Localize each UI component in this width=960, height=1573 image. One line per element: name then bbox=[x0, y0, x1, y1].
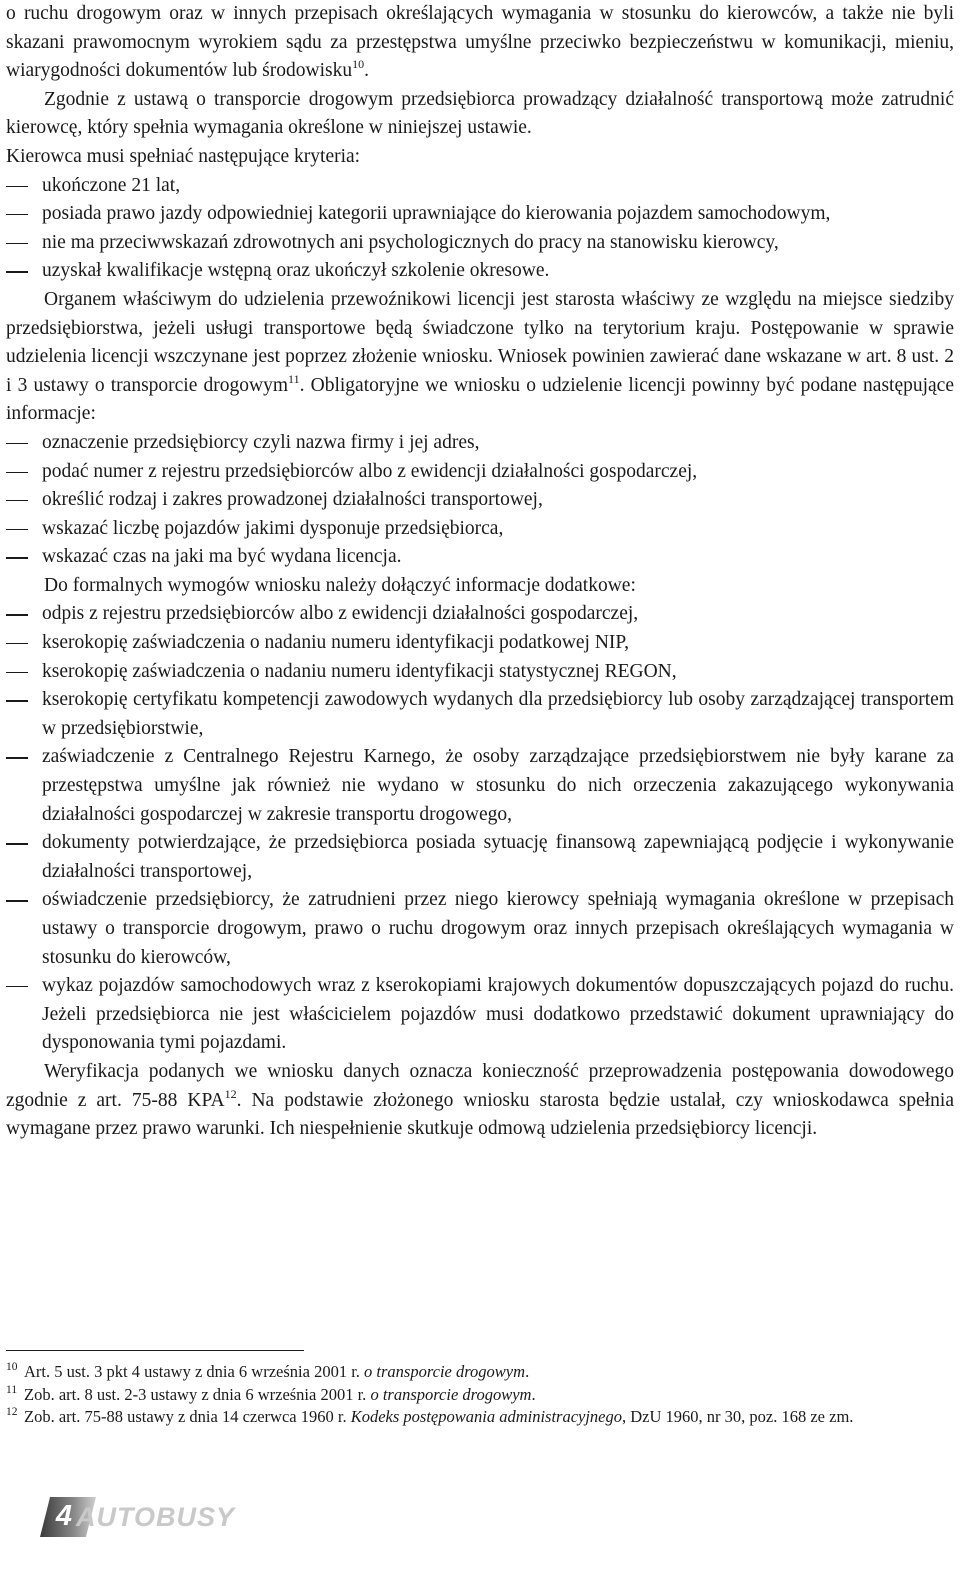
list-item: ukończone 21 lat, bbox=[6, 172, 954, 201]
paragraph-additional-docs-intro: Do formalnych wymogów wniosku należy dołączyć informacje dodatkowe: bbox=[44, 574, 636, 596]
list-item: wskazać czas na jaki ma być wydana licencja. bbox=[6, 543, 954, 572]
footnote-act-title: o transporcie drogowym bbox=[370, 1384, 532, 1404]
application-info-list bbox=[6, 429, 954, 572]
list-item: dokumenty potwierdzające, że przedsiębiorca posiada sytuację finansową zapewniającą podjęcie i wykonywanie działalności transportowej, bbox=[6, 829, 954, 886]
footnote-text: . bbox=[531, 1384, 536, 1404]
footer-logo bbox=[40, 1497, 250, 1537]
list-item: wykaz pojazdów samochodowych wraz z kserokopiami krajowych dokumentów dopuszczających pojazd do ruchu. Jeżeli przedsiębiorca nie jest właścicielem pojazdów musi dodatkowo przedstawić dokument uprawniający do dysponowania tymi pojazdami. bbox=[6, 972, 954, 1058]
footnote-text: , DzU 1960, nr 30, poz. 168 ze zm. bbox=[622, 1407, 854, 1426]
footnote bbox=[6, 1406, 954, 1429]
paragraph-employment: Zgodnie z ustawą o transporcie drogowym przedsiębiorca prowadzący działalność transportową może zatrudnić kierowcę, który spełnia wymagania określone w niniejszej ustawie. bbox=[6, 88, 954, 139]
footnote-ref: 12 bbox=[224, 1086, 237, 1101]
footnote-act-title: o transporcie drogowym bbox=[364, 1362, 526, 1381]
paragraph-text: Organem właściwym do udzielenia przewoźnikowi licencji jest starosta właściwy ze względu na miejsce siedziby przedsiębiorstwa, jeżeli usługi transportowe będą świadczone tylko na terytorium kraju. Postępowanie w sprawie udzielenia licencji wszczynane jest poprzez złożenie wniosku. Wniosek powinien zawierać dane wskazane w art. 8 ust. 2 i 3 ustawy o transporcie drogowym bbox=[6, 288, 954, 396]
footnote-number: 10 bbox=[6, 1361, 18, 1373]
footnote-text: Zob. art. 8 ust. 2-3 ustawy z dnia 6 września 2001 r. bbox=[24, 1384, 371, 1404]
brand-wordmark: AUTOBUSY bbox=[76, 1502, 236, 1532]
list-item: posiada prawo jazdy odpowiedniej kategorii uprawniające do kierowania pojazdem samochodowym, bbox=[6, 200, 954, 229]
footnote-number: 11 bbox=[6, 1383, 18, 1396]
list-item: kserokopię zaświadczenia o nadaniu numeru identyfikacji podatkowej NIP, bbox=[6, 629, 954, 658]
paragraph-text: Weryfikacja podanych we wniosku danych oznacza konieczność przeprowadzenia postępowania dowodowego zgodnie z art. 75-88 KPA bbox=[6, 1060, 954, 1111]
list-item: kserokopię zaświadczenia o nadaniu numeru identyfikacji statystycznej REGON, bbox=[6, 658, 954, 687]
list-item: oznaczenie przedsiębiorcy czyli nazwa firmy i jej adres, bbox=[6, 429, 954, 458]
footnotes bbox=[6, 1361, 954, 1429]
list-item: zaświadczenie z Centralnego Rejestru Karnego, że osoby zarządzające przedsiębiorstwem nie były karane za przestępstwa umyślne jak również nie wydano w stosunku do nich orzeczenia zakazującego wykonywania działalności gospodarczej w zakresie transportu drogowego, bbox=[6, 743, 954, 829]
paragraph-criteria-intro: Kierowca musi spełniać następujące kryteria: bbox=[6, 145, 361, 167]
page-number: 4 bbox=[55, 1500, 73, 1532]
list-item: odpis z rejestru przedsiębiorców albo z ewidencji działalności gospodarczej, bbox=[6, 600, 954, 629]
paragraph-licence-authority bbox=[6, 286, 954, 429]
paragraph-text: . bbox=[364, 60, 369, 82]
footnote-number: 12 bbox=[6, 1406, 18, 1418]
paragraph-text: o ruchu drogowym oraz w innych przepisach określających wymagania w stosunku do kierowców, a także nie byli skazani prawomocnym wyrokiem sądu za przestępstwa umyślne przeciwko bezpieczeństwu w komunikacji, mieniu, wiarygodności dokumentów lub środowisku bbox=[6, 3, 954, 82]
footnote-text: Art. 5 ust. 3 pkt 4 ustawy z dnia 6 września 2001 r. bbox=[24, 1362, 365, 1381]
footnote-divider bbox=[6, 1350, 304, 1351]
list-item: kserokopię certyfikatu kompetencji zawodowych wydanych dla przedsiębiorcy lub osoby zarządzającej transportem w przedsiębiorstwie, bbox=[6, 686, 954, 743]
list-item: podać numer z rejestru przedsiębiorców albo z ewidencji działalności gospodarczej, bbox=[6, 458, 954, 487]
footnote-text: . bbox=[525, 1362, 530, 1381]
paragraph-verification bbox=[6, 1058, 954, 1144]
footnote bbox=[6, 1361, 954, 1384]
driver-criteria-list bbox=[6, 172, 954, 286]
list-item: wskazać liczbę pojazdów jakimi dysponuje przedsiębiorca, bbox=[6, 515, 954, 544]
additional-docs-list bbox=[6, 600, 954, 1058]
footnote-ref: 10 bbox=[352, 57, 365, 72]
list-item: określić rodzaj i zakres prowadzonej działalności transportowej, bbox=[6, 486, 954, 515]
footnote-text: Zob. art. 75-88 ustawy z dnia 14 czerwca 1960 r. bbox=[24, 1407, 351, 1426]
list-item: oświadczenie przedsiębiorcy, że zatrudnieni przez niego kierowcy spełniają wymagania określone w przepisach ustawy o transporcie drogowym, prawo o ruchu drogowym oraz innych przepisach określających wymagania w stosunku do kierowców, bbox=[6, 886, 954, 972]
list-item: uzyskał kwalifikacje wstępną oraz ukończył szkolenie okresowe. bbox=[6, 257, 954, 286]
list-item: nie ma przeciwwskazań zdrowotnych ani psychologicznych do pracy na stanowisku kierowcy, bbox=[6, 229, 954, 258]
paragraph-text: . Obligatoryjne we wniosku o udzielenie licencji powinny być podane następujące informacje: bbox=[6, 374, 954, 425]
paragraph-intro bbox=[6, 0, 954, 86]
footnote-ref: 11 bbox=[288, 371, 300, 386]
paragraph-text: . Na podstawie złożonego wniosku starosta będzie ustalał, czy wnioskodawca spełnia wymagane przez prawo warunki. Ich niespełnienie skutkuje odmową udzielenia przedsiębiorcy licencji. bbox=[6, 1089, 954, 1140]
body-text bbox=[6, 0, 954, 1144]
footnote bbox=[6, 1384, 954, 1407]
footnote-act-title: Kodeks postępowania administracyjnego bbox=[350, 1407, 623, 1426]
